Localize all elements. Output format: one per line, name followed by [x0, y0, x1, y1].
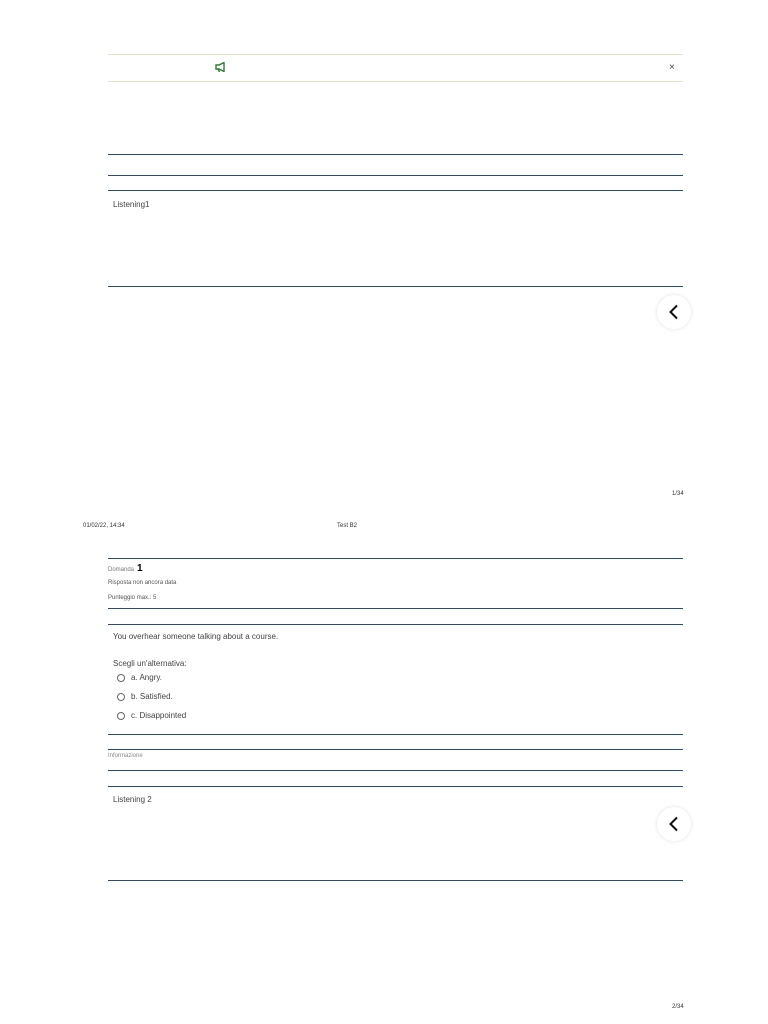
- section-divider: [108, 734, 683, 735]
- info-text-listening2: Listening 2: [113, 795, 152, 804]
- section-divider: [108, 749, 683, 750]
- section-divider: [108, 624, 683, 625]
- option-b[interactable]: [117, 692, 173, 701]
- section-divider: [108, 608, 683, 609]
- megaphone-icon: [215, 62, 227, 72]
- info-label: Informazione: [108, 753, 143, 759]
- page-number: 2/34: [672, 1004, 684, 1010]
- section-divider: [108, 175, 683, 176]
- question-number-value: 1: [137, 563, 143, 574]
- chevron-left-icon: [668, 304, 680, 320]
- radio-button[interactable]: [117, 693, 125, 701]
- option-label: a. Angry.: [131, 673, 162, 682]
- notice-top-border: [108, 54, 683, 55]
- section-divider: [108, 558, 683, 559]
- section-divider: [108, 154, 683, 155]
- notice-bottom-border: [108, 81, 683, 82]
- print-doc-title: Test B2: [337, 523, 358, 529]
- question-status: Risposta non ancora data: [108, 580, 177, 586]
- question-text: You overhear someone talking about a course.: [113, 632, 279, 641]
- section-divider: [108, 286, 683, 287]
- section-divider: [108, 190, 683, 191]
- section-divider: [108, 880, 683, 881]
- option-label: b. Satisfied.: [131, 692, 173, 701]
- option-a[interactable]: [117, 673, 162, 682]
- chevron-left-icon: [668, 816, 680, 832]
- section-divider: [108, 770, 683, 771]
- radio-button[interactable]: [117, 674, 125, 682]
- collapse-panel-button[interactable]: [657, 807, 691, 841]
- section-divider: [108, 786, 683, 787]
- close-notice-button[interactable]: ×: [669, 62, 675, 73]
- radio-button[interactable]: [117, 712, 125, 720]
- page-number: 1/34: [672, 491, 684, 497]
- collapse-panel-button[interactable]: [657, 295, 691, 329]
- info-text-listening1: Listening1: [113, 200, 150, 209]
- question-number: [108, 563, 143, 574]
- question-prompt: Scegli un'alternativa:: [113, 659, 187, 668]
- option-c[interactable]: [117, 711, 186, 720]
- print-datetime: 01/02/22, 14:34: [83, 523, 125, 529]
- option-label: c. Disappointed: [131, 711, 187, 720]
- question-score: Punteggio max.: 5: [108, 595, 157, 601]
- question-label: Domanda: [108, 567, 135, 573]
